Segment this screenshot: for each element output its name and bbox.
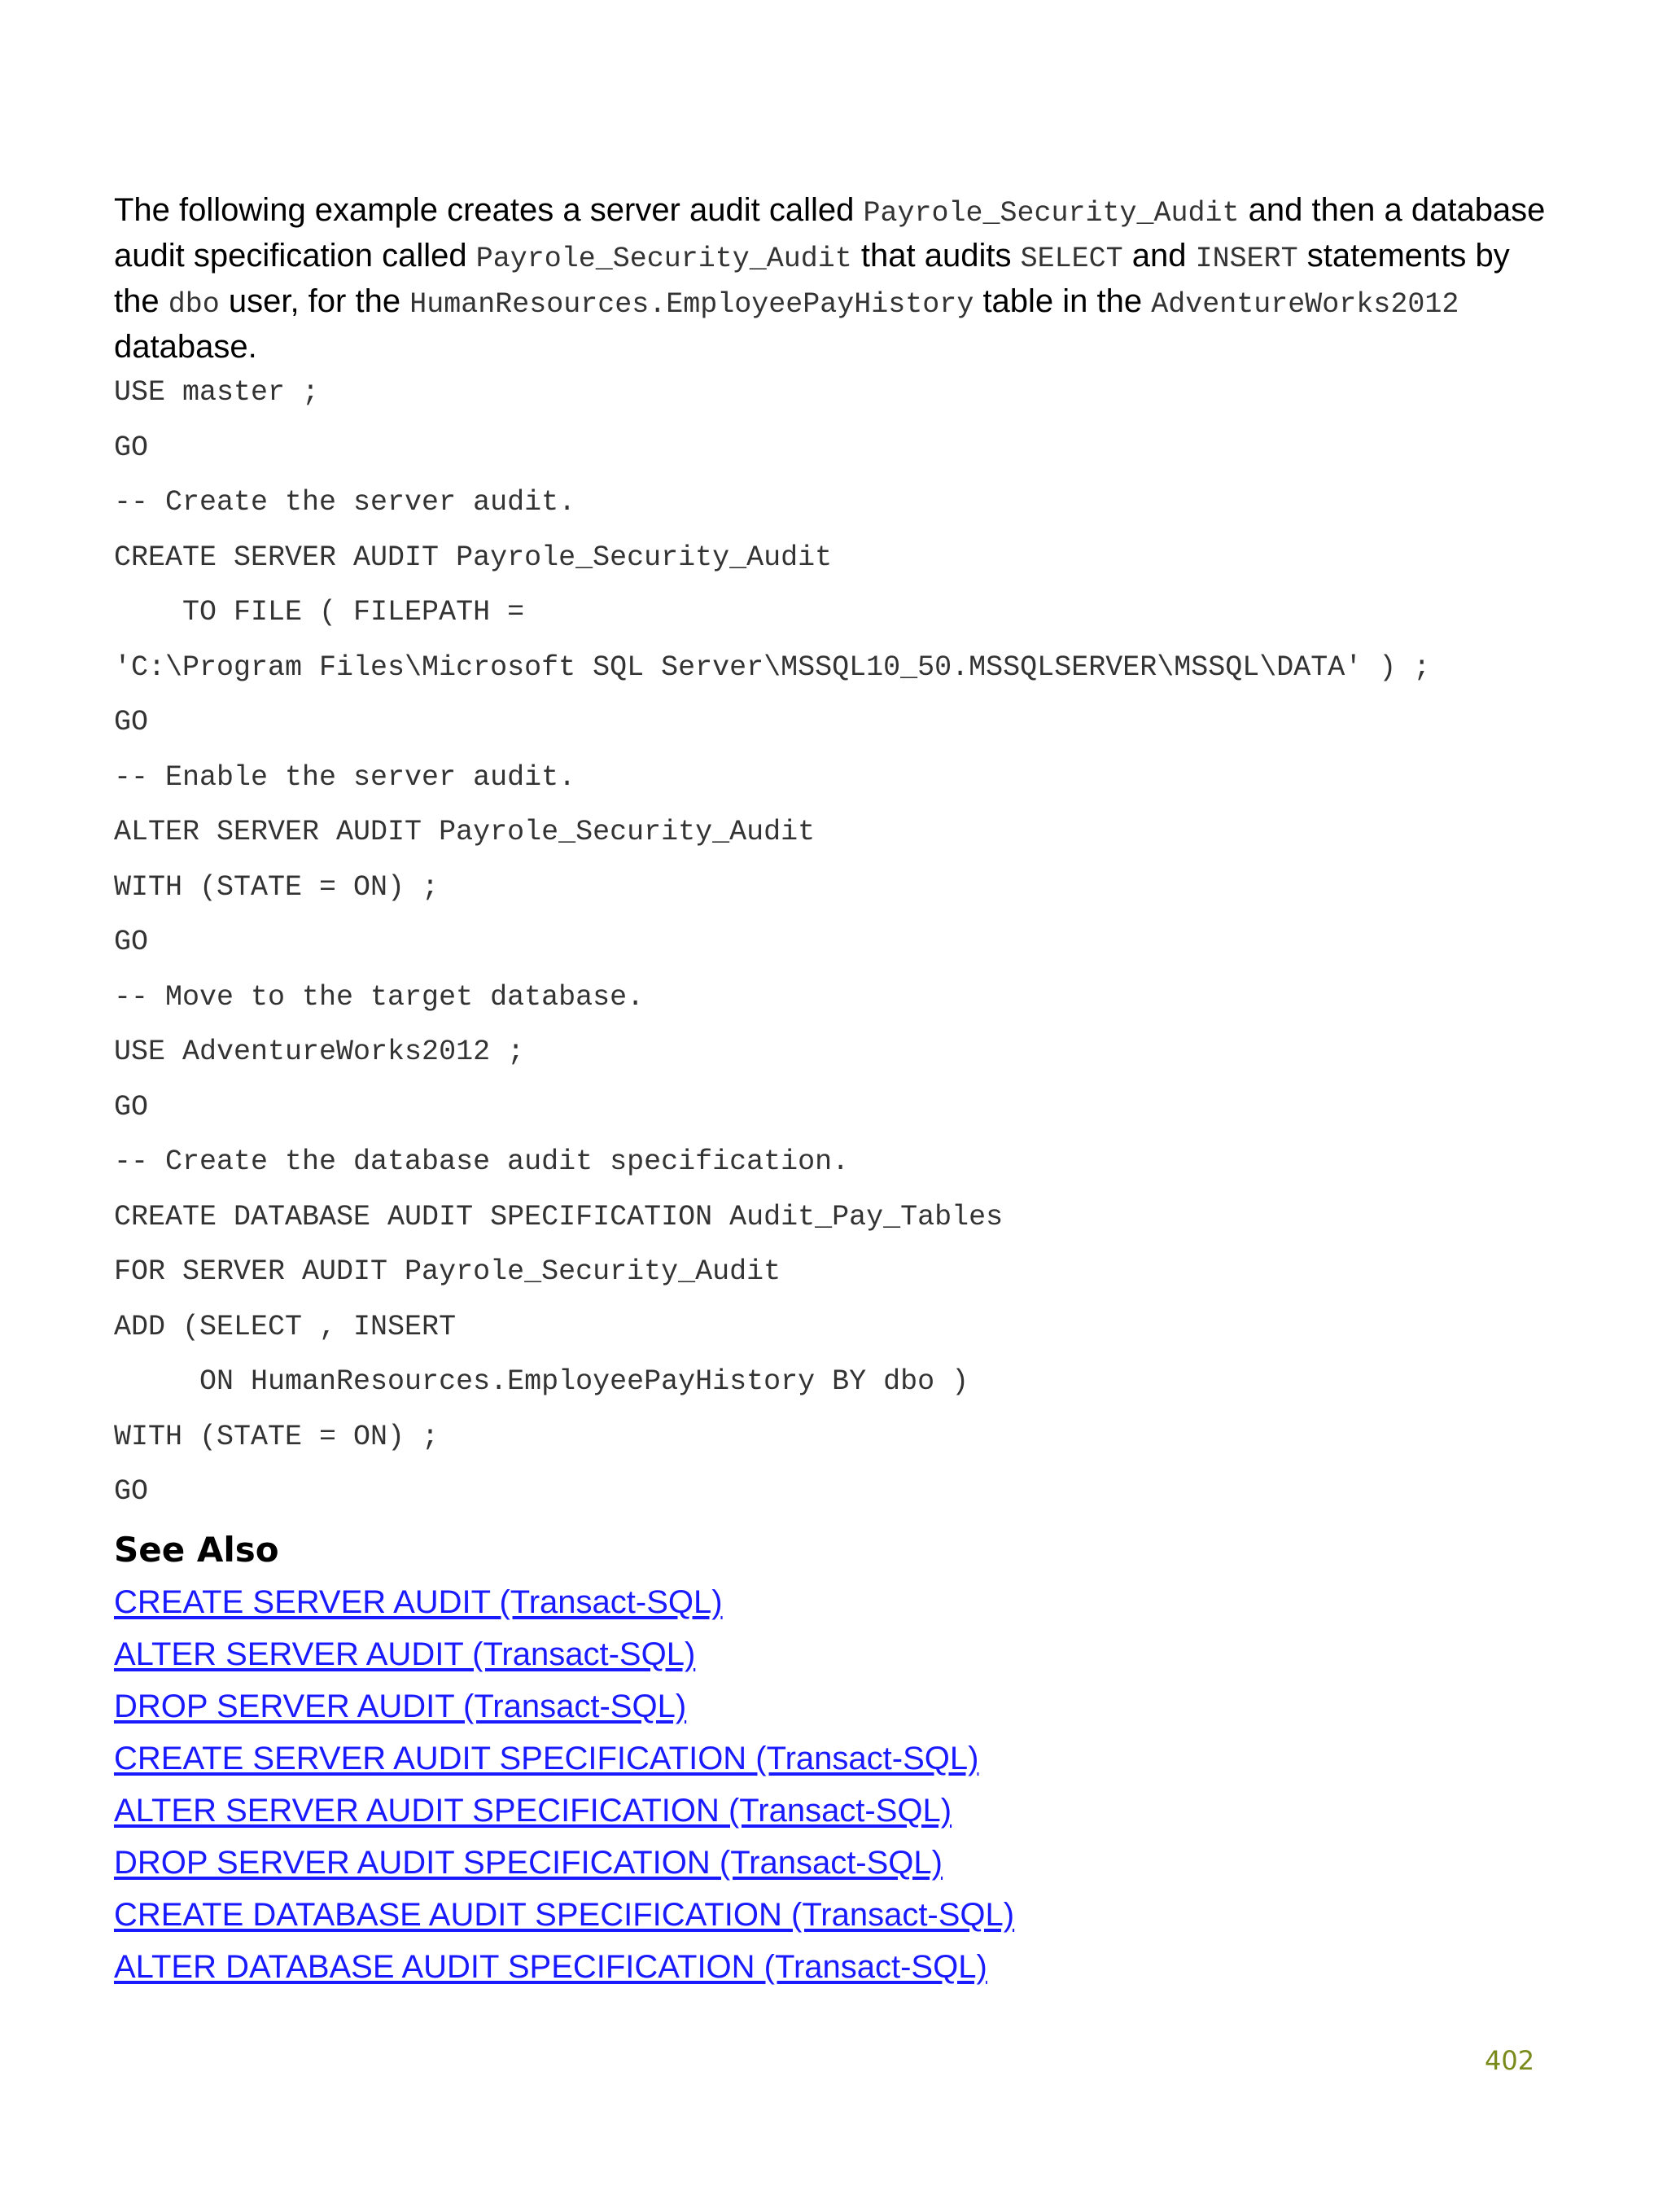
code-line: CREATE DATABASE AUDIT SPECIFICATION Audit_Pay_Tables (114, 1200, 1004, 1233)
code-line: GO (114, 1090, 149, 1124)
intro-text: statements by the (114, 238, 1510, 319)
link-drop-server-audit-specification[interactable]: DROP SERVER AUDIT SPECIFICATION (Transact-SQL) (114, 1844, 943, 1881)
link-create-server-audit[interactable]: CREATE SERVER AUDIT (Transact-SQL) (114, 1583, 723, 1620)
intro-paragraph (114, 189, 1547, 368)
intro-text: that audits (851, 238, 1021, 274)
intro-text: table in the (974, 283, 1152, 319)
code-line: WITH (STATE = ON) ; (114, 1420, 440, 1453)
code-line: GO (114, 706, 149, 738)
inline-code: Payrole_Security_Audit (863, 197, 1240, 230)
code-line: TO FILE ( FILEPATH = (114, 596, 525, 629)
see-also-section (114, 1529, 1547, 1993)
code-comment-line: -- Enable the server audit. (114, 760, 576, 794)
inline-code: AdventureWorks2012 (1151, 288, 1459, 321)
document-page (114, 189, 1547, 1993)
code-line: GO (114, 431, 149, 464)
code-line: USE AdventureWorks2012 ; (114, 1036, 525, 1068)
code-comment-line: -- Move to the target database. (114, 980, 645, 1014)
link-alter-server-audit-specification[interactable]: ALTER SERVER AUDIT SPECIFICATION (Transact-SQL) (114, 1792, 952, 1829)
code-line: CREATE SERVER AUDIT Payrole_Security_Audit (114, 541, 833, 574)
intro-text: and then a database audit specification called (114, 192, 1546, 274)
code-line: GO (114, 926, 149, 958)
intro-text: user, for the (219, 283, 410, 319)
code-block (114, 376, 1547, 1531)
code-comment-line: -- Create the database audit specification. (114, 1145, 850, 1178)
link-create-database-audit-specification[interactable]: CREATE DATABASE AUDIT SPECIFICATION (Transact-SQL) (114, 1896, 1015, 1933)
code-line: ADD (SELECT , INSERT (114, 1310, 457, 1343)
code-line: GO (114, 1475, 149, 1508)
intro-text: database. (114, 329, 257, 365)
code-line: 'C:\Program Files\Microsoft SQL Server\MSSQL10_50.MSSQLSERVER\MSSQL\DATA' ) ; (114, 650, 1431, 684)
inline-code: Payrole_Security_Audit (475, 243, 852, 275)
code-line: WITH (STATE = ON) ; (114, 870, 440, 904)
link-alter-database-audit-specification[interactable]: ALTER DATABASE AUDIT SPECIFICATION (Transact-SQL) (114, 1948, 987, 1985)
code-comment-line: -- Create the server audit. (114, 486, 576, 519)
code-line: ON HumanResources.EmployeePayHistory BY dbo ) (114, 1365, 969, 1398)
page-number: 402 (1485, 2045, 1535, 2076)
see-also-heading: See Also (114, 1529, 279, 1570)
inline-code: dbo (168, 288, 220, 321)
link-create-server-audit-specification[interactable]: CREATE SERVER AUDIT SPECIFICATION (Transact-SQL) (114, 1740, 979, 1776)
intro-text: and (1122, 238, 1196, 274)
inline-code: SELECT (1020, 243, 1123, 275)
code-line: FOR SERVER AUDIT Payrole_Security_Audit (114, 1255, 781, 1288)
inline-code: INSERT (1195, 243, 1298, 275)
link-drop-server-audit[interactable]: DROP SERVER AUDIT (Transact-SQL) (114, 1688, 687, 1724)
code-line: USE master ; (114, 376, 320, 409)
code-line: ALTER SERVER AUDIT Payrole_Security_Audit (114, 816, 816, 848)
inline-code: HumanResources.EmployeePayHistory (409, 288, 974, 321)
link-alter-server-audit[interactable]: ALTER SERVER AUDIT (Transact-SQL) (114, 1636, 696, 1672)
intro-text: The following example creates a server audit called (114, 192, 864, 228)
